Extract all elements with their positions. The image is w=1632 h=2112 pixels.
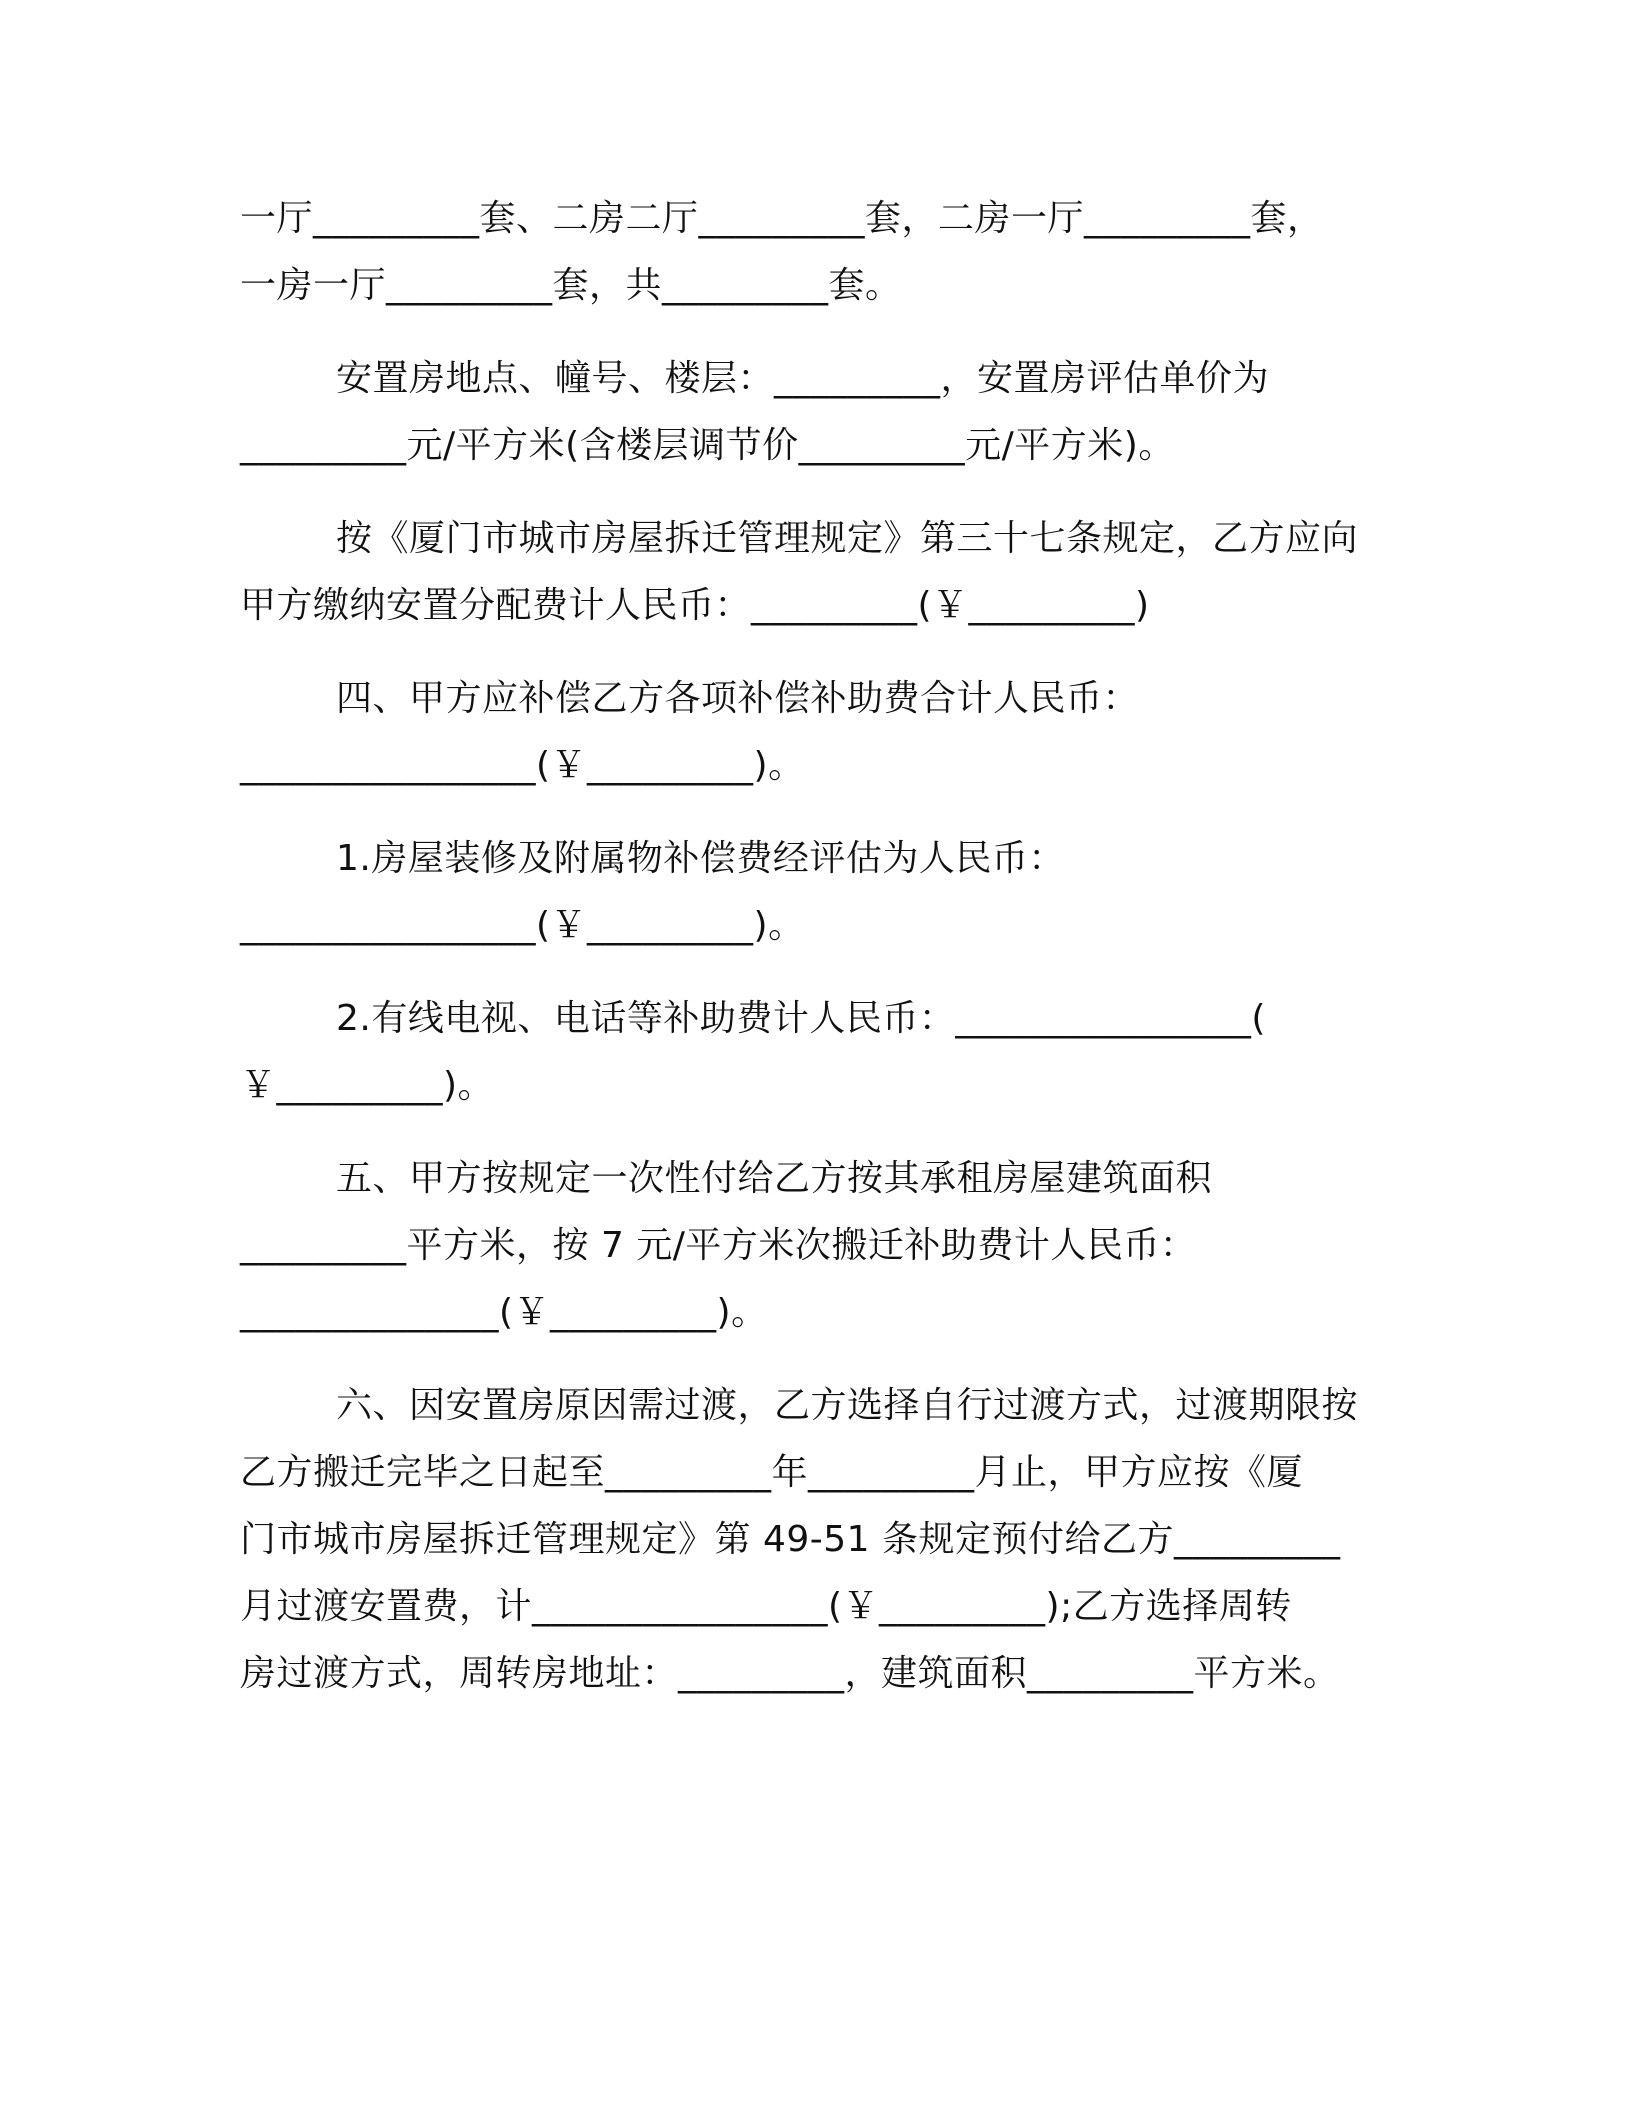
paragraph-item-one [240, 825, 1390, 959]
paragraph-section-five [240, 1145, 1390, 1346]
paragraph-unit-counts [240, 185, 1390, 319]
paragraph-resettlement-location [240, 345, 1390, 479]
text-line: 2.有线电视、电话等补助费计人民币：________________( [336, 998, 1266, 1039]
text-line: 月过渡安置费，计________________(￥_________);乙方选择周转 [240, 1586, 1292, 1627]
text-line: _________元/平方米(含楼层调节价_________元/平方米)。 [240, 425, 1175, 466]
text-line: ￥_________)。 [240, 1065, 495, 1106]
document-body [240, 185, 1390, 1727]
text-line: 四、甲方应补偿乙方各项补偿补助费合计人民币： [336, 678, 1140, 719]
paragraph-section-six [240, 1372, 1390, 1707]
text-line: 按《厦门市城市房屋拆迁管理规定》第三十七条规定，乙方应向 [336, 518, 1359, 559]
text-line: 六、因安置房原因需过渡，乙方选择自行过渡方式，过渡期限按 [336, 1385, 1359, 1426]
text-line: 五、甲方按规定一次性付给乙方按其承租房屋建筑面积 [336, 1158, 1213, 1199]
text-line: 一厅_________套、二房二厅_________套，二房一厅_________套， [240, 198, 1324, 239]
text-line: 门市城市房屋拆迁管理规定》第 49-51 条规定预付给乙方_________ [240, 1519, 1341, 1560]
text-line: 甲方缴纳安置分配费计人民币：_________(￥_________) [240, 585, 1150, 626]
text-line: 一房一厅_________套，共_________套。 [240, 265, 902, 306]
paragraph-section-four [240, 665, 1390, 799]
text-line: ______________(￥_________)。 [240, 1292, 768, 1333]
text-line: _________平方米，按 7 元/平方米次搬迁补助费计人民币： [240, 1225, 1197, 1266]
text-line: 房过渡方式，周转房地址：_________，建筑面积_________平方米。 [240, 1653, 1340, 1694]
paragraph-item-two [240, 985, 1390, 1119]
text-line: 1.房屋装修及附属物补偿费经评估为人民币： [336, 838, 1065, 879]
text-line: 安置房地点、幢号、楼层：_________，安置房评估单价为 [336, 358, 1270, 399]
text-line: ________________(￥_________)。 [240, 905, 805, 946]
text-line: ________________(￥_________)。 [240, 745, 805, 786]
text-line: 乙方搬迁完毕之日起至_________年_________月止，甲方应按《厦 [240, 1452, 1304, 1493]
paragraph-allocation-fee [240, 505, 1390, 639]
